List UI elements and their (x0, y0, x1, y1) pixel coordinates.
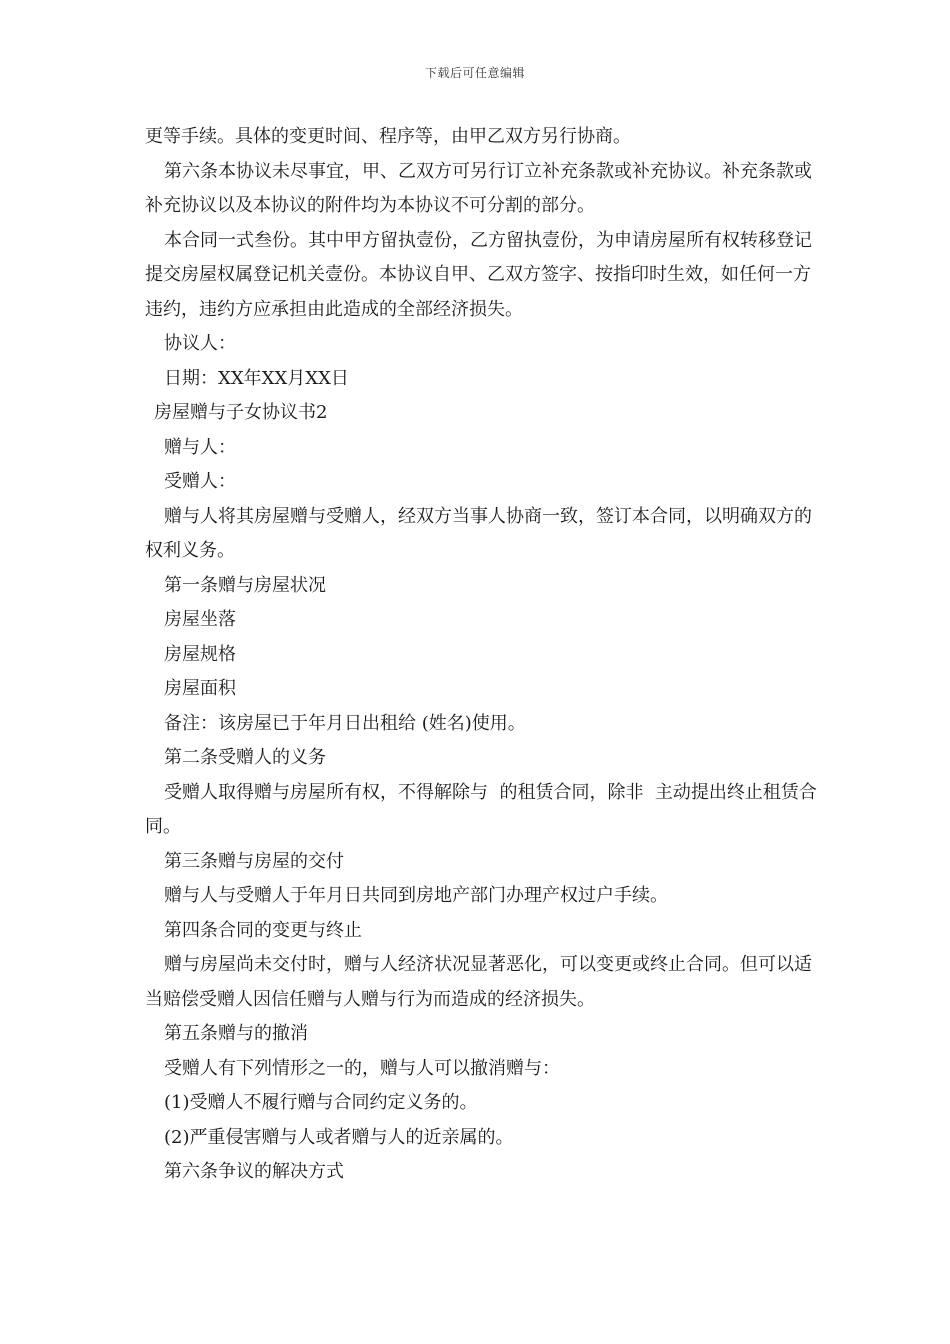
recipient-label: 受赠人： (164, 471, 236, 492)
donor-label: 赠与人： (164, 436, 236, 458)
paragraph: 更等手续。具体的变更时间、程序等，由甲乙双方另行协商。 (145, 126, 631, 147)
paragraph: 受赠人有下列情形之一的，赠与人可以撤消赠与： (164, 1057, 560, 1079)
article-heading: 第四条合同的变更与终止 (164, 919, 362, 941)
article-heading: 第六条争议的解决方式 (164, 1161, 344, 1182)
date-line: 日期：XX年XX月XX日 (164, 367, 349, 389)
document-body (145, 120, 825, 1190)
signatory-label: 协议人： (164, 333, 236, 354)
article-heading: 第五条赠与的撤消 (164, 1023, 308, 1044)
paragraph: 赠与人与受赠人于年月日共同到房地产部门办理产权过户手续。 (164, 885, 668, 906)
list-item: (1)受赠人不履行赠与合同约定义务的。 (164, 1092, 478, 1113)
field-line: 房屋规格 (164, 643, 236, 665)
field-line: 房屋坐落 (164, 609, 236, 630)
paragraph: 赠与人将其房屋赠与受赠人，经双方当事人协商一致，签订本合同，以明确双方的权利义务。 (145, 505, 812, 561)
article-heading: 第二条受赠人的义务 (164, 747, 326, 768)
field-line: 房屋面积 (164, 678, 236, 699)
paragraph: 第六条本协议未尽事宜，甲、乙双方可另行订立补充条款或补充协议。补充条款或补充协议以及本协议的附件均为本协议不可分割的部分。 (145, 160, 812, 216)
paragraph: 赠与房屋尚未交付时，赠与人经济状况显著恶化，可以变更或终止合同。但可以适当赔偿受赠人因信任赠与人赠与行为而造成的经济损失。 (145, 954, 812, 1010)
page-header: 下载后可任意编辑 (424, 66, 525, 80)
list-item: (2)严重侵害赠与人或者赠与人的近亲属的。 (164, 1126, 514, 1148)
article-heading: 第一条赠与房屋状况 (164, 574, 326, 596)
section-title: 房屋赠与子女协议书2 (154, 402, 328, 423)
paragraph: 本合同一式叁份。其中甲方留执壹份，乙方留执壹份，为申请房屋所有权转移登记提交房屋权属登记机关壹份。本协议自甲、乙双方签字、按指印时生效，如任何一方违约，违约方应承担由此造成的全部经济损失。 (145, 229, 812, 320)
article-heading: 第三条赠与房屋的交付 (164, 850, 344, 872)
paragraph: 受赠人取得赠与房屋所有权，不得解除与 的租赁合同，除非 主动提出终止租赁合同。 (145, 781, 817, 837)
remark-line: 备注：该房屋已于年月日出租给 (姓名)使用。 (164, 712, 526, 734)
